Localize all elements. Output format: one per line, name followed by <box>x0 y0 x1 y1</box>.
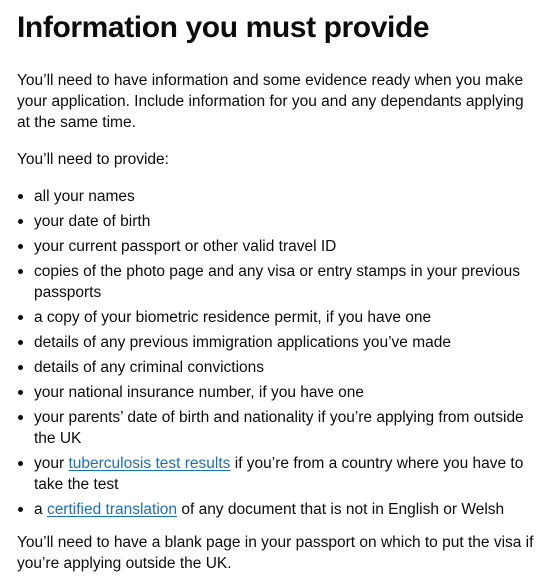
list-item: your national insurance number, if you have one <box>17 382 538 403</box>
list-item-text-before: a <box>34 501 47 518</box>
list-item: your date of birth <box>17 211 538 232</box>
list-item: a copy of your biometric residence permit, if you have one <box>17 307 538 328</box>
list-item: copies of the photo page and any visa or entry stamps in your previous passports <box>17 261 538 303</box>
tuberculosis-test-results-link[interactable]: tuberculosis test results <box>68 455 231 472</box>
list-item-text-before: your <box>34 455 69 472</box>
list-item-text-after: of any document that is not in English or Welsh <box>177 501 505 518</box>
list-item <box>17 499 538 520</box>
requirements-list <box>17 186 538 520</box>
intro-paragraph: You’ll need to have information and some evidence ready when you make your application. Include information for you and any dependants applying at the same time. <box>17 72 524 131</box>
list-item: all your names <box>17 186 538 207</box>
page-title: Information you must provide <box>17 11 430 44</box>
certified-translation-link[interactable]: certified translation <box>46 501 178 518</box>
list-item: your current passport or other valid travel ID <box>17 236 538 257</box>
list-lead-paragraph: You’ll need to provide: <box>17 151 169 168</box>
list-item-text-after: if you’re from a country where you have to take the test <box>34 455 524 493</box>
list-item: details of any previous immigration applications you’ve made <box>17 332 538 353</box>
list-item: your parents’ date of birth and nationality if you’re applying from outside the UK <box>17 407 538 449</box>
list-item <box>17 453 538 495</box>
list-item: details of any criminal convictions <box>17 357 538 378</box>
outro-paragraph: You’ll need to have a blank page in your passport on which to put the visa if you’re applying outside the UK. <box>17 534 534 572</box>
